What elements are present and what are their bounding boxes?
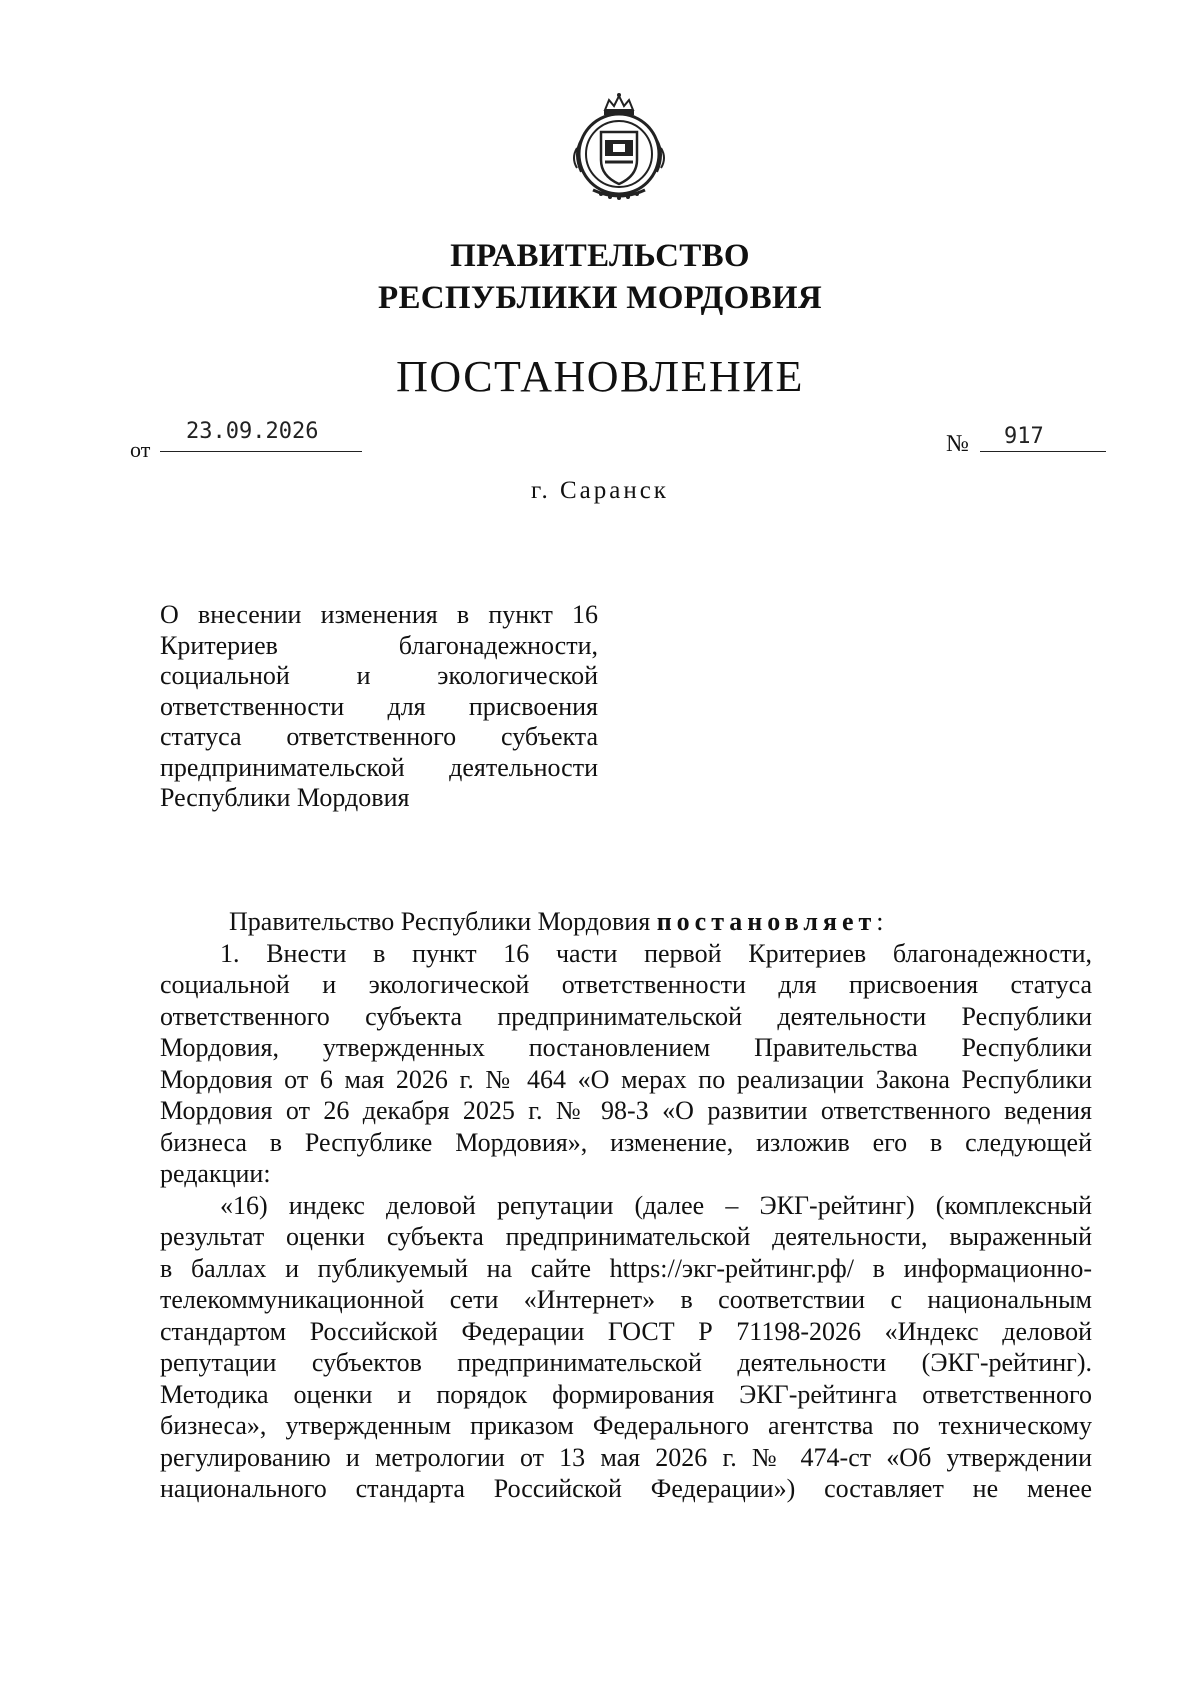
government-name-line2: РЕСПУБЛИКИ МОРДОВИЯ (377, 280, 822, 316)
government-name (300, 235, 900, 319)
body-line: репутации субъектов предпринимательской деятельности (ЭКГ-рейтинг). (160, 1348, 1092, 1377)
document-subject (160, 600, 598, 814)
preamble-colon: : (876, 907, 884, 936)
subject-line: Критериев благонадежности, (160, 630, 598, 660)
body-line: редакции: (160, 1159, 271, 1188)
body-line: Мордовия от 26 декабря 2025 г. № 98-З «О развитии ответственного ведения (160, 1096, 1092, 1125)
subject-line: О внесении изменения в пункт 16 (160, 600, 598, 629)
preamble (160, 906, 1092, 938)
body-line: результат оценки субъекта предпринимательской деятельности, выраженный (160, 1222, 1092, 1251)
date-value: 23.09.2026 (186, 419, 319, 444)
body-line: Методика оценки и порядок формирования ЭКГ-рейтинга ответственного (160, 1379, 1092, 1409)
number-underline (980, 451, 1106, 452)
document-type: ПОСТАНОВЛЕНИЕ (396, 352, 804, 401)
coat-of-arms-emblem (563, 90, 675, 208)
date-label: от (130, 437, 151, 462)
body-line: «16) индекс деловой репутации (далее – ЭКГ-рейтинг) (комплексный (220, 1190, 1092, 1220)
body-line: социальной и экологической ответственности для присвоения статуса (160, 970, 1092, 999)
subject-line: статуса ответственного субъекта (160, 722, 598, 751)
body-line: бизнеса», утвержденным приказом Федерального агентства по техническому (160, 1411, 1092, 1440)
preamble-text: Правительство Республики Мордовия (229, 907, 651, 936)
body-line: ответственного субъекта предпринимательской деятельности Республики (160, 1001, 1092, 1031)
body-line: регулированию и метрологии от 13 мая 2026 г. № 474-ст «Об утверждении (160, 1442, 1092, 1472)
subject-line: социальной и экологической (160, 661, 598, 690)
preamble-decree-word: постановляет (656, 907, 877, 936)
subject-line: Республики Мордовия (160, 783, 410, 812)
number-value: 917 (1004, 424, 1044, 449)
subject-line: ответственности для присвоения (160, 691, 598, 721)
subject-line: предпринимательской деятельности (160, 752, 598, 782)
government-name-line1: ПРАВИТЕЛЬСТВО (450, 238, 750, 274)
body-line: стандартом Российской Федерации ГОСТ Р 71198-2026 «Индекс деловой (160, 1316, 1092, 1346)
body-line: 1. Внести в пункт 16 части первой Критериев благонадежности, (220, 938, 1092, 968)
body-line: национального стандарта Российской Федерации») составляет не менее (160, 1474, 1092, 1503)
body-line: Мордовия, утвержденных постановлением Правительства Республики (160, 1033, 1092, 1062)
body-line: телекоммуникационной сети «Интернет» в соответствии с национальным (160, 1285, 1092, 1314)
body-line: в баллах и публикуемый на сайте https://экг-рейтинг.рф/ в информационно- (160, 1253, 1092, 1283)
document-body (160, 906, 1092, 1505)
date-underline (160, 451, 362, 452)
number-label: № (946, 431, 969, 457)
body-line: бизнеса в Республике Мордовия», изменение, изложив его в следующей (160, 1127, 1092, 1157)
body-line: Мордовия от 6 мая 2026 г. № 464 «О мерах по реализации Закона Республики (160, 1064, 1092, 1094)
city: г. Саранск (531, 477, 669, 504)
